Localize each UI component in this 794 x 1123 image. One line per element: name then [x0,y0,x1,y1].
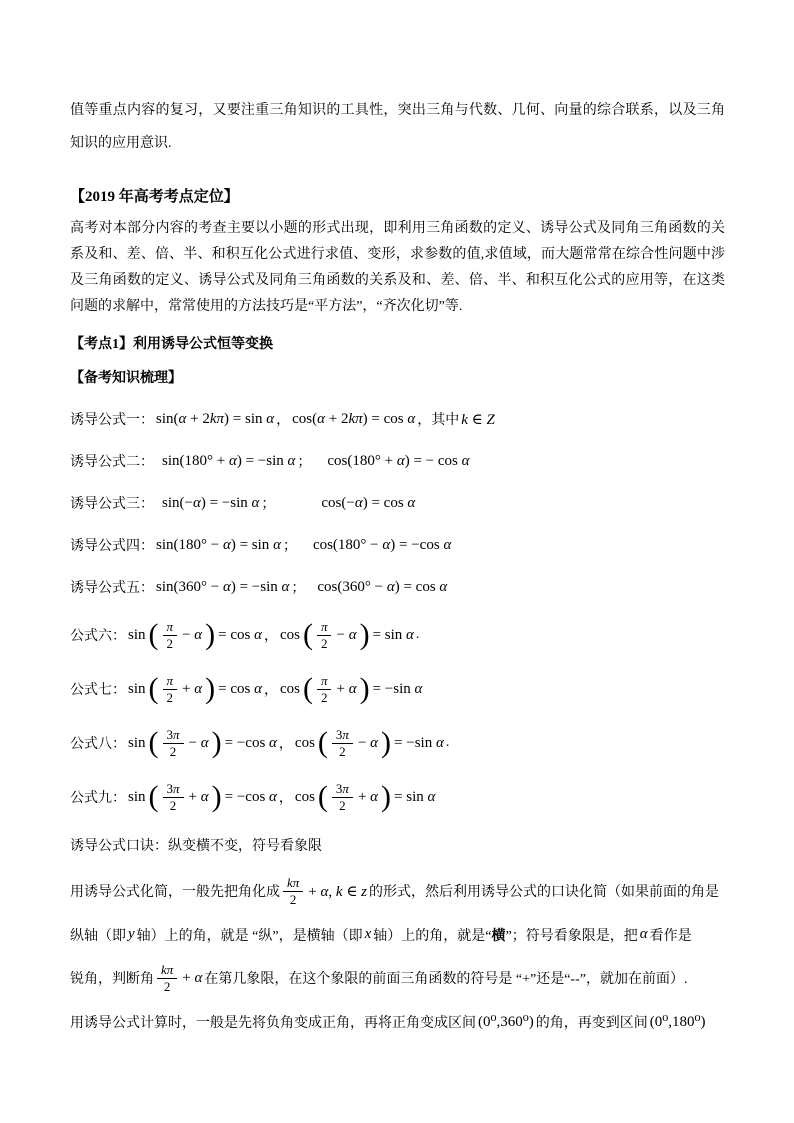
text-run: 的角，再变到区间 [535,1015,648,1031]
math-run: + α [188,788,209,805]
math-run: − α [336,626,357,643]
math-run: sin(360° − α) = −sin α [156,578,290,595]
math-run: = −sin α [394,734,444,751]
math-run: − α [182,626,203,643]
math-run: sin(180° − α) = sin α [156,536,281,553]
text-run: 公式七： [70,683,126,698]
text-run: 的形式，然后利用诱导公式的口诀化简（如果前面的角是 [369,885,720,900]
math-run: cos [279,626,300,643]
math-run: = −sin α [372,680,423,697]
closing-line [70,916,725,953]
math-run: sin [128,734,146,751]
intro-paragraph: 值等重点内容的复习，又要注重三角知识的工具性，突出三角与代数、几何、向量的综合联系，以及三角知识的应用意识. [70,103,725,151]
formula-line [70,566,725,608]
text-run: 诱导公式四： [70,539,154,554]
text-run: . [445,735,450,750]
math-run: cos [294,788,315,805]
math-run: cos [294,734,315,751]
formula-line [70,662,725,716]
big-paren: ) [205,618,216,651]
text-run: 用诱导公式化简，一般先把角化成 [70,885,280,900]
math-run: sin(180° + α) = −sin α [162,452,296,469]
text-run: 在第几象限，在这个象限的前面三角函数的符号是 “+”还是“--”，就加在前面）. [204,972,688,987]
text-run: 诱导公式一： [70,413,154,428]
math-run: cos(180° + α) = − cos α [327,452,470,469]
math-run: k ∈ Z [461,411,495,428]
math-run: − α [188,734,209,751]
math-run: + α [182,969,203,986]
big-paren: ) [359,618,370,651]
bold-text-run: 横 [491,928,506,944]
math-run: + α [357,788,379,805]
big-paren: ) [359,672,370,705]
text-run: 公式六： [70,629,126,644]
math-run: cos(360° − α) = cos α [317,578,448,595]
text-run: 看作是 [649,928,692,944]
big-paren: ( [148,780,159,813]
text-run: . [415,627,420,642]
text-run: 轴）上的角，就是 “纵”，是横轴（即 [136,928,363,944]
formula-list [70,398,725,824]
text-run: 锐角，判断角 [70,972,154,987]
text-run: ”；符号看象限是，把 [505,928,638,944]
math-run: cos(α + 2kπ) = cos α [292,410,416,427]
math-run: + α [182,680,203,697]
math-run: cos [279,680,300,697]
math-run: sin(−α) = −sin α [162,494,260,511]
fraction: $\frac{3\pi}{2}$ [332,781,353,813]
big-paren: ) [205,672,216,705]
math-run: = cos α [218,680,262,697]
big-paren: ) [381,780,392,813]
text-run: ， [263,683,278,698]
formula-line [70,482,725,524]
fraction: $\frac{k\pi}{2}$ [157,962,177,994]
math-run: y [128,926,135,942]
big-paren: ( [148,618,159,651]
math-run: cos(−α) = cos α [321,494,416,511]
math-run: = sin α [394,788,436,805]
text-run: ； [282,539,297,554]
math-run: + α [336,680,357,697]
big-paren: ) [211,780,222,813]
fraction: $\frac{3\pi}{2}$ [163,727,184,759]
exam-points-paragraph: 高考对本部分内容的考查主要以小题的形式出现，即利用三角函数的定义、诱导公式及同角三角函数的关系及和、差、倍、半、和积互化公式进行求值、变形，求参数的值,求值域，而大题常常在综合性问题中涉及三角函数的定义、诱导公式及同角三角函数的关系及和、差、倍、半、和积互化公式的应用等，在这类问题的求解中，常常使用的方法技巧是“平方法”，“齐次化切”等. [70,221,725,314]
closing-line [70,1003,725,1040]
big-paren: ( [317,726,328,759]
math-run: sin [128,680,146,697]
math-run: = −cos α [224,788,277,805]
math-run: − α [357,734,379,751]
fraction: $\frac{\pi}{2}$ [163,619,178,651]
text-run: 诱导公式二： [70,455,154,470]
exam-points-heading: 【2019 年高考考点定位】 [70,189,239,205]
big-paren: ) [211,726,222,759]
closing-line [70,953,725,1003]
text-run: ， [278,737,293,752]
big-paren: ( [317,780,328,813]
fraction: $\frac{3\pi}{2}$ [332,727,353,759]
text-run: 公式八： [70,737,126,752]
math-run: + α, k ∈ z [308,883,368,900]
math-run: = sin α [372,626,414,643]
big-paren: ) [381,726,392,759]
text-run: 公式九： [70,791,126,806]
big-paren: ( [148,672,159,705]
text-run: ； [297,455,312,470]
formula-line [70,716,725,770]
fraction: $\frac{k\pi}{2}$ [283,875,303,907]
fraction: $\frac{\pi}{2}$ [317,673,332,705]
big-paren: ( [302,672,313,705]
text-run: 用诱导公式计算时，一般是先将负角变成正角，再将正角变成区间 [70,1015,476,1031]
text-run: ， [263,629,278,644]
beikao-heading: 【备考知识梳理】 [70,371,182,386]
formula-line [70,524,725,566]
text-run: ； [261,497,276,512]
formula-line [70,398,725,440]
text-run: 诱导公式三： [70,497,154,512]
math-run: (0⁰,360⁰) [478,1014,534,1030]
math-run: = cos α [218,626,262,643]
text-run: ； [291,581,306,596]
math-run: x [364,926,372,942]
big-paren: ( [302,618,313,651]
big-paren: ( [148,726,159,759]
closing-paragraph [70,866,725,1040]
text-run: 纵轴（即 [70,928,126,944]
text-run: ， [276,413,291,428]
kaodian-1-heading: 【考点1】利用诱导公式恒等变换 [70,337,273,352]
math-run: = −cos α [224,734,277,751]
formula-line [70,608,725,662]
text-run: 轴）上的角，就是“ [373,928,492,944]
math-run: (0⁰,180⁰) [649,1014,706,1030]
math-run: α [639,926,648,942]
math-run: sin [128,626,146,643]
text-run: ， [278,791,293,806]
koujue-line: 诱导公式口诀：纵变横不变，符号看象限 [70,839,322,854]
text-run: 诱导公式五： [70,581,154,596]
math-run: sin(α + 2kπ) = sin α [156,410,275,427]
formula-line [70,770,725,824]
text-run: ，其中 [417,413,460,428]
fraction: $\frac{\pi}{2}$ [317,619,332,651]
math-run: sin [128,788,146,805]
closing-line [70,866,725,916]
math-run: cos(180° − α) = −cos α [312,536,452,553]
fraction: $\frac{3\pi}{2}$ [163,781,184,813]
fraction: $\frac{\pi}{2}$ [163,673,178,705]
formula-line [70,440,725,482]
